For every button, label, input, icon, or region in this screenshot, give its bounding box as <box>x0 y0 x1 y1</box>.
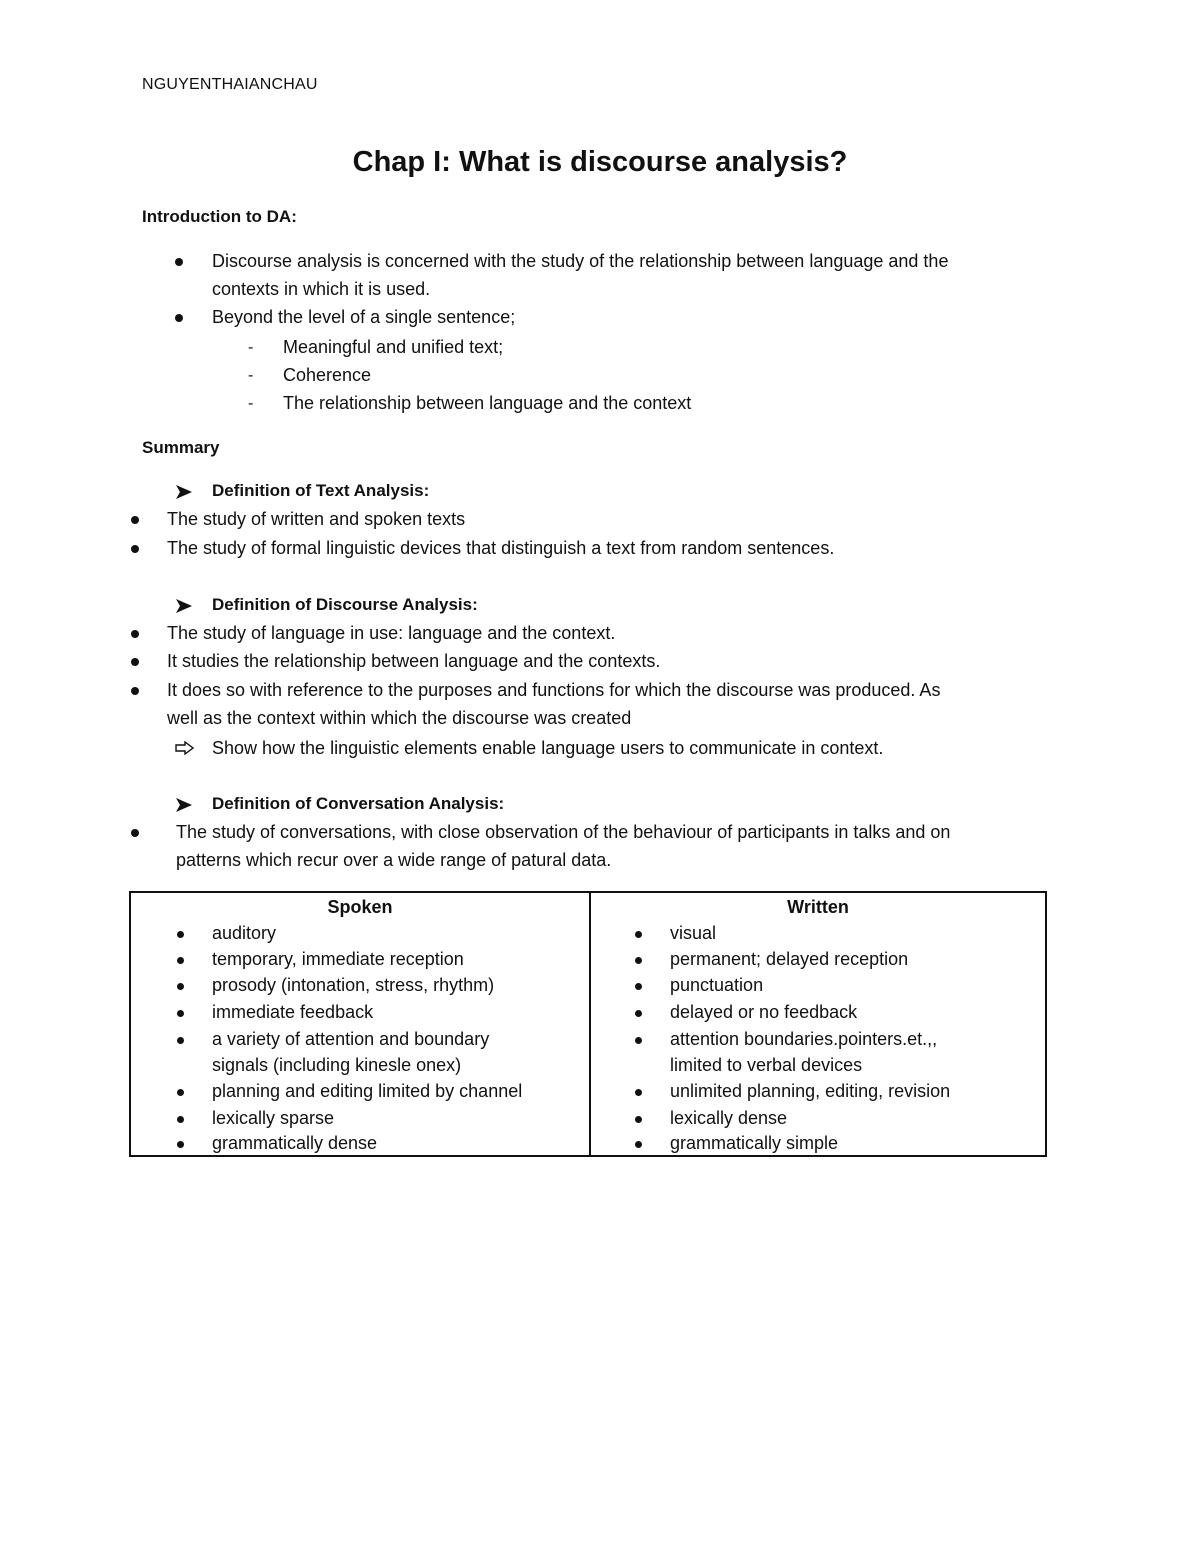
conversation-analysis-heading: Definition of Conversation Analysis: <box>212 794 505 813</box>
spoken-item: auditory <box>212 923 277 943</box>
discourse-analysis-heading: Definition of Discourse Analysis: <box>212 595 478 614</box>
written-item: lexically dense <box>670 1108 788 1128</box>
discourse-analysis-bullet-2: It studies the relationship between language and the contexts. <box>167 651 661 671</box>
bullet-icon <box>131 545 139 553</box>
dash-icon: - <box>248 339 254 356</box>
conversation-analysis-bullet-1: The study of conversations, with close observation of the behaviour of participants in talks and on <box>176 822 951 842</box>
bullet-icon <box>177 931 184 938</box>
bullet-icon <box>177 1089 184 1096</box>
bullet-icon <box>635 1010 642 1017</box>
discourse-analysis-bullet-1: The study of language in use: language and the context. <box>167 623 616 643</box>
dash-icon: - <box>248 395 254 412</box>
spoken-item: prosody (intonation, stress, rhythm) <box>212 975 495 995</box>
spoken-column-header: Spoken <box>327 897 393 917</box>
written-item: grammatically simple <box>670 1133 839 1153</box>
spoken-item: grammatically dense <box>212 1133 378 1153</box>
bullet-icon <box>177 1116 184 1123</box>
table-column-divider <box>589 893 591 1155</box>
bullet-icon <box>177 957 184 964</box>
written-item: punctuation <box>670 975 764 995</box>
written-item: unlimited planning, editing, revision <box>670 1081 951 1101</box>
bullet-icon <box>635 1116 642 1123</box>
text-analysis-heading: Definition of Text Analysis: <box>212 481 430 500</box>
intro-sub-item-2: Coherence <box>283 365 372 385</box>
spoken-item: immediate feedback <box>212 1002 374 1022</box>
bullet-icon <box>177 1010 184 1017</box>
bullet-icon <box>175 314 183 322</box>
written-item-continued: limited to verbal devices <box>670 1055 863 1075</box>
spoken-item: lexically sparse <box>212 1108 335 1128</box>
spoken-item: a variety of attention and boundary <box>212 1029 490 1049</box>
bullet-icon <box>177 1141 184 1148</box>
text-analysis-bullet-1: The study of written and spoken texts <box>167 509 466 529</box>
arrowhead-bullet-icon <box>175 484 193 500</box>
bullet-icon <box>175 258 183 266</box>
bullet-icon <box>635 931 642 938</box>
bullet-icon <box>635 1089 642 1096</box>
summary-heading: Summary <box>142 438 220 457</box>
discourse-analysis-bullet-3: It does so with reference to the purposes and functions for which the discourse was produced. As <box>167 680 941 700</box>
bullet-icon <box>177 1037 184 1044</box>
bullet-icon <box>635 1037 642 1044</box>
written-column-header: Written <box>787 897 849 917</box>
dash-icon: - <box>248 367 254 384</box>
author-name: NGUYENTHAIANCHAU <box>142 76 318 93</box>
bullet-icon <box>131 516 139 524</box>
spoken-item: planning and editing limited by channel <box>212 1081 523 1101</box>
written-item: delayed or no feedback <box>670 1002 858 1022</box>
intro-bullet-1-continued: contexts in which it is used. <box>212 279 431 299</box>
bullet-icon <box>131 630 139 638</box>
spoken-item: temporary, immediate reception <box>212 949 464 969</box>
text-analysis-bullet-2: The study of formal linguistic devices that distinguish a text from random sentences. <box>167 538 835 558</box>
written-item: permanent; delayed reception <box>670 949 909 969</box>
bullet-icon <box>131 658 139 666</box>
arrowhead-bullet-icon <box>175 598 193 614</box>
intro-bullet-1: Discourse analysis is concerned with the study of the relationship between language and the <box>212 251 949 271</box>
discourse-analysis-arrow-note: Show how the linguistic elements enable language users to communicate in context. <box>212 738 884 758</box>
intro-heading: Introduction to DA: <box>142 207 297 226</box>
bullet-icon <box>131 687 139 695</box>
bullet-icon <box>635 1141 642 1148</box>
bullet-icon <box>635 957 642 964</box>
arrowhead-bullet-icon <box>175 797 193 813</box>
page-title: Chap I: What is discourse analysis? <box>352 146 848 178</box>
bullet-icon <box>635 983 642 990</box>
intro-sub-item-3: The relationship between language and the context <box>283 393 692 413</box>
conversation-analysis-bullet-1-continued: patterns which recur over a wide range of patural data. <box>176 850 612 870</box>
spoken-written-table <box>129 891 1047 1157</box>
intro-bullet-2: Beyond the level of a single sentence; <box>212 307 516 327</box>
bullet-icon <box>131 829 139 837</box>
intro-sub-item-1: Meaningful and unified text; <box>283 337 504 357</box>
written-item: attention boundaries.pointers.et.,, <box>670 1029 938 1049</box>
written-item: visual <box>670 923 717 943</box>
bullet-icon <box>177 983 184 990</box>
discourse-analysis-bullet-3-continued: well as the context within which the discourse was created <box>167 708 632 728</box>
spoken-item-continued: signals (including kinesle onex) <box>212 1055 462 1075</box>
outline-arrow-icon <box>175 741 195 755</box>
